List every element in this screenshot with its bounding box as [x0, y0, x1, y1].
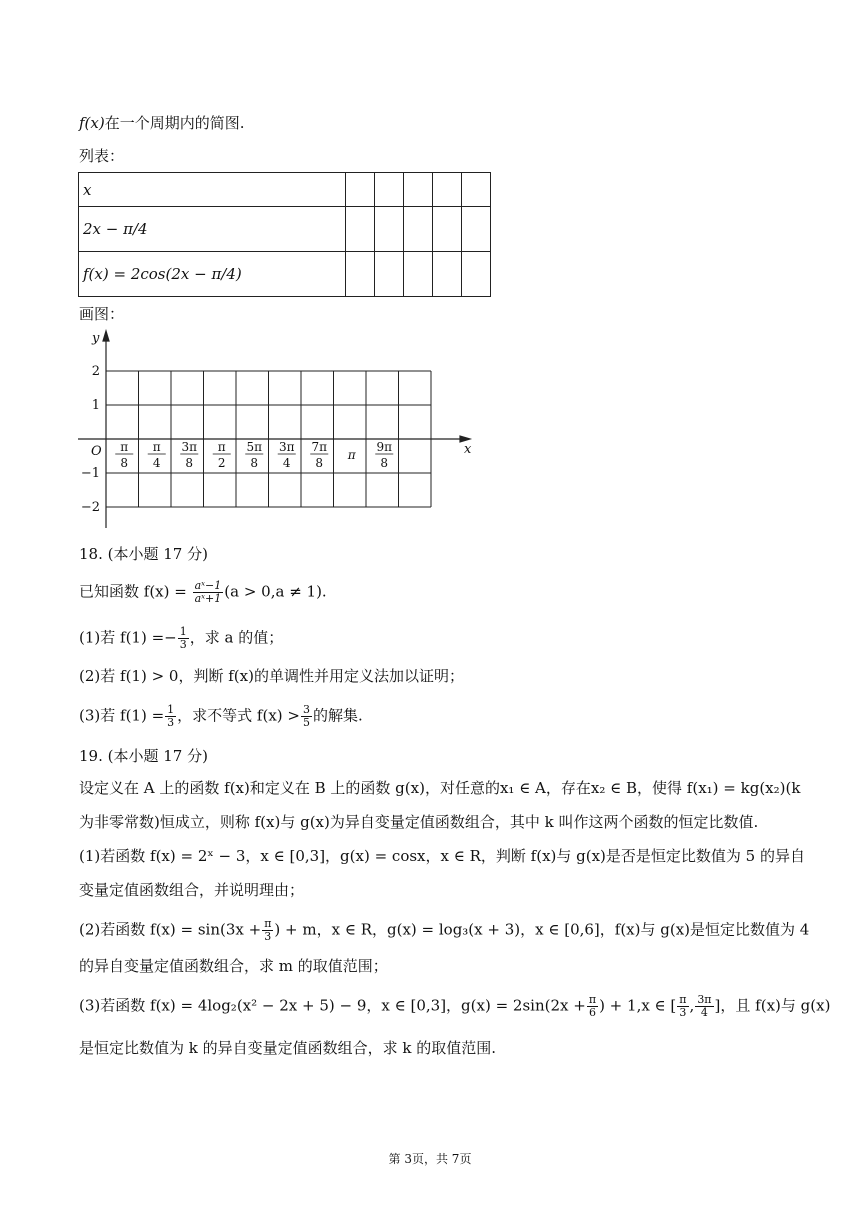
x-tick-den: 8 — [120, 456, 129, 470]
q19-def-line1: 设定义在 A 上的函数 f(x)和定义在 B 上的函数 g(x)，对任意的x₁ ∈ A，存在x₂ ∈ B，使得 f(x₁) = kg(x₂)(k — [79, 779, 801, 797]
q19-part1-line2: 变量定值函数组合，并说明理由； — [79, 881, 305, 899]
q19-def-line2: 为非零常数)恒成立，则称 f(x)与 g(x)为异自变量定值函数组合，其中 k 叫作这两个函数的恒定比数值. — [79, 813, 759, 831]
x-tick-num: 7π — [311, 440, 328, 454]
q19-part3-line2: 是恒定比数值为 k 的异自变量定值函数组合，求 k 的取值范围. — [79, 1039, 497, 1057]
table-cell — [346, 207, 375, 252]
q19-p2-den: 3 — [264, 930, 272, 943]
x-tick-label — [310, 440, 328, 470]
intro-func: f(x) — [79, 114, 105, 132]
x-tick-num: π — [217, 440, 226, 454]
q18-stem-fraction — [193, 580, 224, 605]
q18-stem-num: aˣ−1 — [194, 579, 222, 592]
x-axis-label: x — [464, 442, 472, 457]
x-tick-den: 2 — [217, 456, 226, 470]
q19-p3-den1: 6 — [588, 1006, 596, 1019]
table-cell — [375, 173, 404, 207]
q19-p3-num2: π — [679, 993, 687, 1006]
q18-stem-prefix: 已知函数 f(x) = — [79, 582, 192, 601]
x-tick-label — [347, 448, 357, 462]
table-cell — [346, 173, 375, 207]
x-tick-label — [148, 440, 166, 470]
q19-p2-fraction — [262, 918, 273, 943]
q18-p3-den2: 5 — [302, 716, 310, 729]
q19-p3-fraction2 — [677, 994, 688, 1019]
q19-part3-line1 — [79, 994, 830, 1019]
q19-p3-den3: 4 — [700, 1006, 708, 1019]
q18-p1-num: 1 — [179, 625, 187, 638]
q18-p1-den: 3 — [179, 638, 187, 651]
x-tick-num: π — [120, 440, 129, 454]
q19-p3-den2: 3 — [679, 1006, 687, 1019]
q18-p1-fraction — [178, 626, 189, 651]
x-tick-num: 9π — [376, 440, 393, 454]
q18-part2: (2)若 f(1) > 0，判断 f(x)的单调性并用定义法加以证明； — [79, 667, 464, 685]
value-table — [78, 172, 491, 297]
table-cell — [433, 252, 462, 297]
table-label: 列表： — [79, 147, 125, 165]
x-tick-den: 4 — [282, 456, 291, 470]
x-tick-num: π — [152, 440, 161, 454]
q18-p1-b: ，求 a 的值； — [189, 628, 284, 647]
graph-grid — [78, 328, 488, 532]
q18-p3-fraction2 — [301, 704, 312, 729]
q19-part2-line2: 的异自变量定值函数组合，求 m 的取值范围； — [79, 957, 388, 975]
q18-heading: 18. (本小题 17 分) — [79, 545, 208, 563]
table-cell — [462, 173, 491, 207]
x-tick-den: 8 — [315, 456, 324, 470]
y-axis-arrow — [103, 331, 109, 341]
x-tick-label — [213, 440, 231, 470]
origin-label: O — [91, 444, 102, 459]
q19-p3-num1: π — [588, 993, 597, 1006]
q18-p1-a: (1)若 f(1) =− — [79, 628, 177, 647]
q18-p3-den1: 3 — [167, 716, 175, 729]
table-cell — [433, 207, 462, 252]
x-tick-den: 8 — [380, 456, 389, 470]
x-tick-den: 4 — [152, 456, 161, 470]
q19-p3-fraction3 — [695, 994, 713, 1019]
x-tick-num: 3π — [278, 440, 295, 454]
x-tick-label — [180, 440, 198, 470]
graph-label: 画图： — [79, 305, 125, 323]
q18-p3-num2: 3 — [302, 703, 310, 716]
q18-part1 — [79, 626, 283, 651]
q18-stem — [79, 580, 327, 605]
table-cell — [404, 207, 433, 252]
q19-p3-fraction1 — [587, 994, 598, 1019]
x-tick-num: 3π — [181, 440, 198, 454]
intro-line — [79, 113, 245, 133]
x-tick-num: 5π — [246, 440, 263, 454]
q19-p2-b: ) + m，x ∈ R，g(x) = log₃(x + 3)，x ∈ [0,6]，f(x)与 g(x)是恒定比数值为 4 — [274, 920, 810, 939]
q19-part2-line1 — [79, 918, 809, 943]
q18-p3-c: 的解集. — [312, 706, 363, 725]
x-tick-label — [115, 440, 133, 470]
x-tick-den: 8 — [185, 456, 194, 470]
table-row — [79, 207, 491, 252]
table-cell — [404, 173, 433, 207]
q19-p3-c: ]，且 f(x)与 g(x) — [714, 996, 831, 1015]
x-tick-label — [278, 440, 296, 470]
q19-p2-a: (2)若函数 f(x) = sin(3x + — [79, 920, 262, 939]
x-tick-num: π — [347, 448, 356, 462]
y-tick-label: −1 — [80, 466, 100, 481]
q19-heading: 19. (本小题 17 分) — [79, 747, 208, 765]
table-row — [79, 173, 491, 207]
table-cell — [375, 207, 404, 252]
q19-p3-b: ) + 1,x ∈ [ — [599, 996, 677, 1015]
x-tick-den: 8 — [250, 456, 259, 470]
q19-p3-num3: 3π — [697, 993, 712, 1006]
table-row-label: f(x) = 2cos(2x − π/4) — [79, 252, 346, 297]
page-footer: 第 3页，共 7页 — [388, 1152, 472, 1166]
q19-p3-comma: , — [689, 996, 695, 1015]
table-row — [79, 252, 491, 297]
y-tick-label: −2 — [80, 500, 100, 515]
table-cell — [375, 252, 404, 297]
table-row-label: x — [79, 173, 346, 207]
q19-p3-a: (3)若函数 f(x) = 4log₂(x² − 2x + 5) − 9，x ∈ [0,3]，g(x) = 2sin(2x + — [79, 996, 586, 1015]
q18-p3-fraction1 — [165, 704, 176, 729]
table-cell — [346, 252, 375, 297]
q19-part1-line1: (1)若函数 f(x) = 2ˣ − 3，x ∈ [0,3]，g(x) = cosx，x ∈ R，判断 f(x)与 g(x)是否是恒定比数值为 5 的异自 — [79, 847, 805, 865]
q18-p3-a: (3)若 f(1) = — [79, 706, 165, 725]
y-axis-label: y — [92, 331, 100, 346]
x-tick-label — [375, 440, 393, 470]
q18-stem-den: aˣ+1 — [194, 592, 222, 605]
intro-text: 在一个周期内的简图. — [104, 114, 245, 132]
table-row-label: 2x − π/4 — [79, 207, 346, 252]
q18-stem-suffix: (a > 0,a ≠ 1). — [224, 582, 327, 601]
q18-p3-b: ，求不等式 f(x) > — [177, 706, 300, 725]
x-tick-label — [245, 440, 263, 470]
table-cell — [404, 252, 433, 297]
q18-part3 — [79, 704, 363, 729]
y-tick-label: 1 — [91, 398, 100, 413]
table-cell — [433, 173, 462, 207]
y-tick-label: 2 — [91, 364, 100, 379]
q19-p2-num: π — [264, 917, 272, 930]
q18-p3-num1: 1 — [167, 703, 175, 716]
table-cell — [462, 252, 491, 297]
table-cell — [462, 207, 491, 252]
